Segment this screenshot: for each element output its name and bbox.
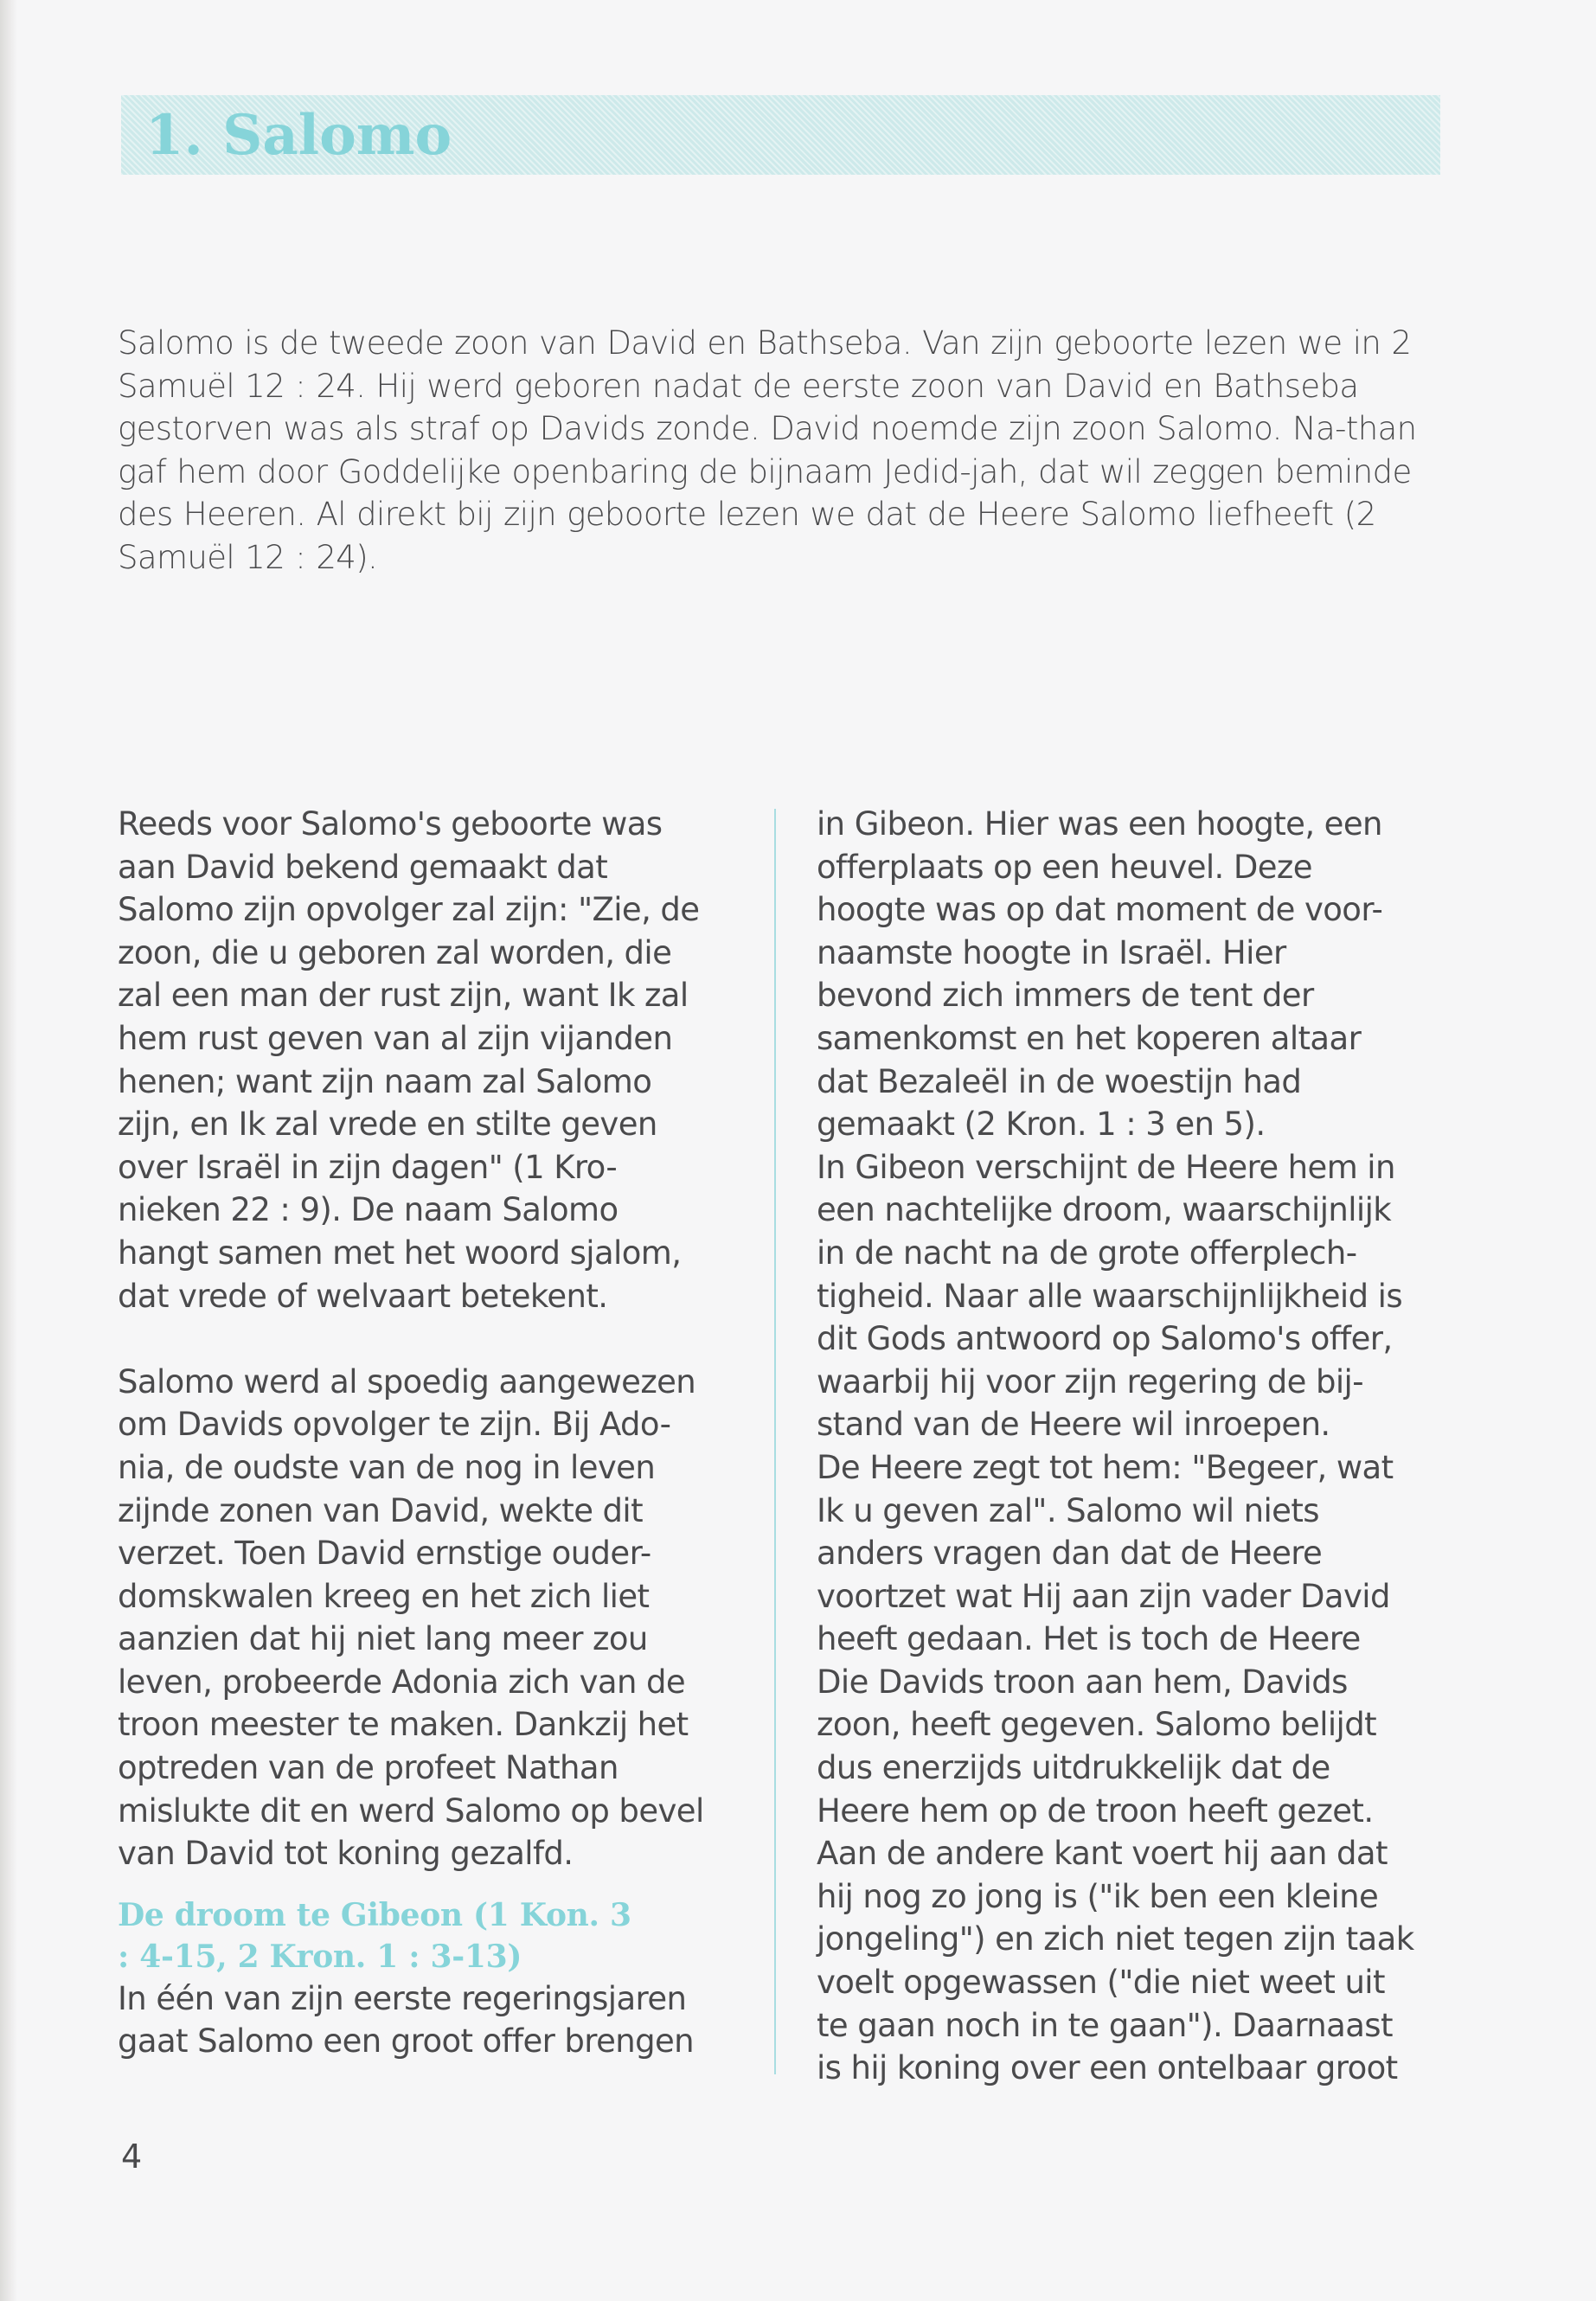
text-line: te gaan noch in te gaan"). Daarnaast (817, 2006, 1393, 2044)
text-line: dat Bezaleël in de woestijn had (817, 1062, 1302, 1100)
text-line: henen; want zijn naam zal Salomo (118, 1062, 652, 1100)
text-line: Ik u geven zal". Salomo wil niets (817, 1491, 1319, 1529)
text-line: dus enerzijds uitdrukkelijk dat de (817, 1749, 1330, 1787)
text-line: hem rust geven van al zijn vijanden (118, 1019, 673, 1057)
text-line: waarbij hij voor zijn regering de bij- (817, 1362, 1363, 1400)
text-line: dat vrede of welvaart betekent. (118, 1277, 608, 1315)
text-line: over Israël in zijn dagen" (1 Kro- (118, 1148, 618, 1186)
page-number: 4 (121, 2138, 143, 2176)
text-line: voortzet wat Hij aan zijn vader David (817, 1577, 1390, 1615)
text-line: tigheid. Naar alle waarschijnlijkheid is (817, 1277, 1402, 1315)
text-line: zoon, heeft gegeven. Salomo belijdt (817, 1706, 1377, 1744)
text-line: mislukte dit en werd Salomo op bevel (118, 1791, 704, 1830)
column-divider (774, 809, 776, 2074)
text-line: hoogte was op dat moment de voor- (817, 891, 1383, 929)
text-line: naamste hoogte in Israël. Hier (817, 933, 1286, 971)
text-line: Aan de andere kant voert hij aan dat (817, 1835, 1388, 1873)
text-line: De Heere zegt tot hem: "Begeer, wat (817, 1448, 1394, 1486)
text-line: zijn, en Ik zal vrede en stilte geven (118, 1106, 657, 1144)
text-line: om Davids opvolger te zijn. Bij Ado- (118, 1406, 671, 1444)
text-line: gemaakt (2 Kron. 1 : 3 en 5). (817, 1106, 1266, 1144)
text-line: Heere hem op de troon heeft gezet. (817, 1791, 1374, 1830)
text-line: Salomo werd al spoedig aangewezen (118, 1362, 696, 1400)
text-line: optreden van de profeet Nathan (118, 1749, 619, 1787)
text-line: is hij koning over een ontelbaar groot (817, 2049, 1398, 2087)
left-column (118, 803, 740, 2063)
text-line: In Gibeon verschijnt de Heere hem in (817, 1148, 1395, 1186)
section-heading (118, 1894, 740, 1977)
text-line: jongeling") en zich niet tegen zijn taak (817, 1920, 1414, 1958)
paragraph-gap (118, 1317, 740, 1361)
page-edge-shadow (0, 0, 17, 2301)
text-line: aan David bekend gemaakt dat (118, 848, 608, 886)
text-line: in de nacht na de grote offerplech- (817, 1234, 1357, 1272)
text-line: leven, probeerde Adonia zich van de (118, 1663, 686, 1701)
text-line: een nachtelijke droom, waarschijnlijk (817, 1191, 1392, 1229)
text-line: offerplaats op een heuvel. Deze (817, 848, 1312, 886)
text-line: verzet. Toen David ernstige ouder- (118, 1535, 651, 1573)
text-line: Reeds voor Salomo's geboorte was (118, 805, 663, 843)
heading-line: : 4-15, 2 Kron. 1 : 3-13) (118, 1938, 522, 1975)
text-line: aanzien dat hij niet lang meer zou (118, 1620, 648, 1658)
text-line: heeft gedaan. Het is toch de Heere (817, 1620, 1361, 1658)
text-line: gaat Salomo een groot offer brengen (118, 2022, 695, 2061)
text-line: voelt opgewassen ("die niet weet uit (817, 1964, 1385, 2002)
text-line: nieken 22 : 9). De naam Salomo (118, 1191, 619, 1229)
text-line: domskwalen kreeg en het zich liet (118, 1577, 650, 1615)
text-line: Die Davids troon aan hem, Davids (817, 1663, 1348, 1701)
text-line: van David tot koning gezalfd. (118, 1835, 574, 1873)
text-line: samenkomst en het koperen altaar (817, 1019, 1362, 1057)
left-paragraph-1 (118, 803, 740, 1317)
heading-line: De droom te Gibeon (1 Kon. 3 (118, 1896, 631, 1933)
text-line: troon meester te maken. Dankzij het (118, 1706, 689, 1744)
text-line: stand van de Heere wil inroepen. (817, 1406, 1330, 1444)
text-line: bevond zich immers de tent der (817, 977, 1314, 1015)
chapter-title: 1. Salomo (145, 103, 452, 168)
text-line: In één van zijn eerste regeringsjaren (118, 1979, 687, 2017)
text-line: in Gibeon. Hier was een hoogte, een (817, 805, 1382, 843)
text-line: zijnde zonen van David, wekte dit (118, 1491, 644, 1529)
right-column (817, 803, 1439, 2090)
text-line: anders vragen dan dat de Heere (817, 1535, 1323, 1573)
left-paragraph-3 (118, 1977, 740, 2063)
intro-paragraph: Salomo is de tweede zoon van David en Bathseba. Van zijn geboorte lezen we in 2 Samuël 12 : 24. Hij werd geboren nadat de eerste zoon van David en Bathseba gestorven was als straf op Davids zonde. David noemde zijn zoon Salomo. Na-than gaf hem door Goddelijke openbaring de bijnaam Jedid-jah, dat wil zeggen beminde des Heeren. Al direkt bij zijn geboorte lezen we dat de Heere Salomo liefheeft (2 Samuël 12 : 24). (118, 324, 1417, 576)
text-line: nia, de oudste van de nog in leven (118, 1448, 656, 1486)
text-line: zal een man der rust zijn, want Ik zal (118, 977, 689, 1015)
text-line: zoon, die u geboren zal worden, die (118, 933, 672, 971)
text-line: hangt samen met het woord sjalom, (118, 1234, 682, 1272)
text-line: dit Gods antwoord op Salomo's offer, (817, 1320, 1393, 1358)
text-line: hij nog zo jong is ("ik ben een kleine (817, 1877, 1379, 1915)
left-paragraph-2 (118, 1361, 740, 1875)
text-line: Salomo zijn opvolger zal zijn: "Zie, de (118, 891, 700, 929)
